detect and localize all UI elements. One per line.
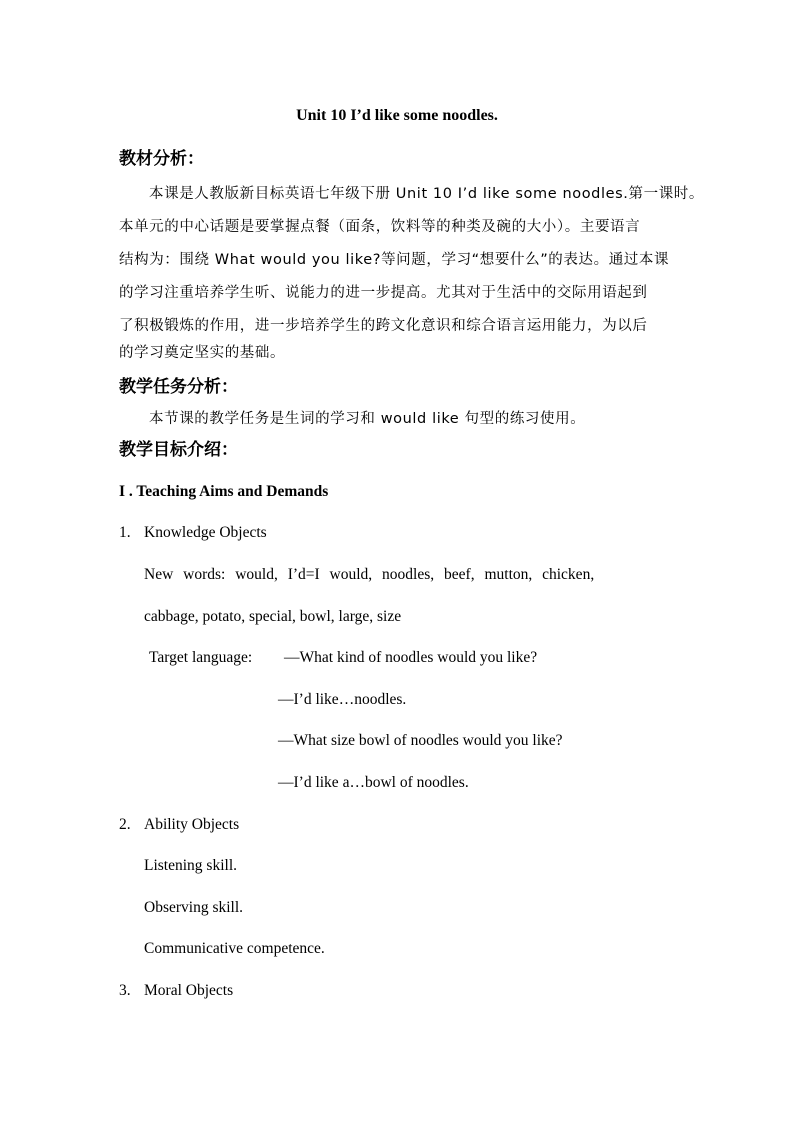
paragraph-line-3: 结构为：围绕 What would you like?等问题，学习“想要什么”的表达。通过本课 (119, 252, 670, 268)
new-words-line-1: New words: would, I’d=I would, noodles, beef, mutton, chicken, (144, 566, 595, 583)
item3-label: Moral Objects (144, 982, 234, 999)
heading-task-analysis: 教学任务分析： (119, 377, 238, 397)
item2-number: 2. (119, 816, 131, 833)
paragraph-line-5: 了积极锻炼的作用，进一步培养学生的跨文化意识和综合语言运用能力，为以后 (119, 318, 648, 334)
task-analysis-text: 本节课的教学任务是生词的学习和 would like 句型的练习使用。 (149, 411, 586, 427)
new-words-line-2: cabbage, potato, special, bowl, large, size (144, 608, 402, 625)
target-line-4: —I’d like a…bowl of noodles. (278, 774, 469, 791)
target-line-1: —What kind of noodles would you like? (284, 649, 538, 666)
item1-number: 1. (119, 524, 131, 541)
skill-observing: Observing skill. (144, 899, 244, 916)
paragraph-line-4: 的学习注重培养学生听、说能力的进一步提高。尤其对于生活中的交际用语起到 (119, 285, 648, 301)
heading-objectives: 教学目标介绍： (119, 440, 238, 460)
target-line-2: —I’d like…noodles. (278, 691, 407, 708)
item1-label: Knowledge Objects (144, 524, 267, 541)
target-line-3: —What size bowl of noodles would you like? (278, 732, 563, 749)
aims-heading: I . Teaching Aims and Demands (119, 483, 329, 500)
target-language-label: Target language: (149, 649, 253, 666)
item2-label: Ability Objects (144, 816, 240, 833)
paragraph-line-6: 的学习奠定坚实的基础。 (119, 345, 286, 361)
heading-material-analysis: 教材分析： (119, 149, 204, 169)
document-title: Unit 10 I’d like some noodles. (296, 107, 498, 124)
skill-communicative: Communicative competence. (144, 940, 325, 957)
paragraph-line-1: 本课是人教版新目标英语七年级下册 Unit 10 I’d like some noodles.第一课时。 (149, 186, 704, 202)
skill-listening: Listening skill. (144, 857, 237, 874)
paragraph-line-2: 本单元的中心话题是要掌握点餐（面条，饮料等的种类及碗的大小）。主要语言 (119, 219, 641, 235)
item3-number: 3. (119, 982, 131, 999)
